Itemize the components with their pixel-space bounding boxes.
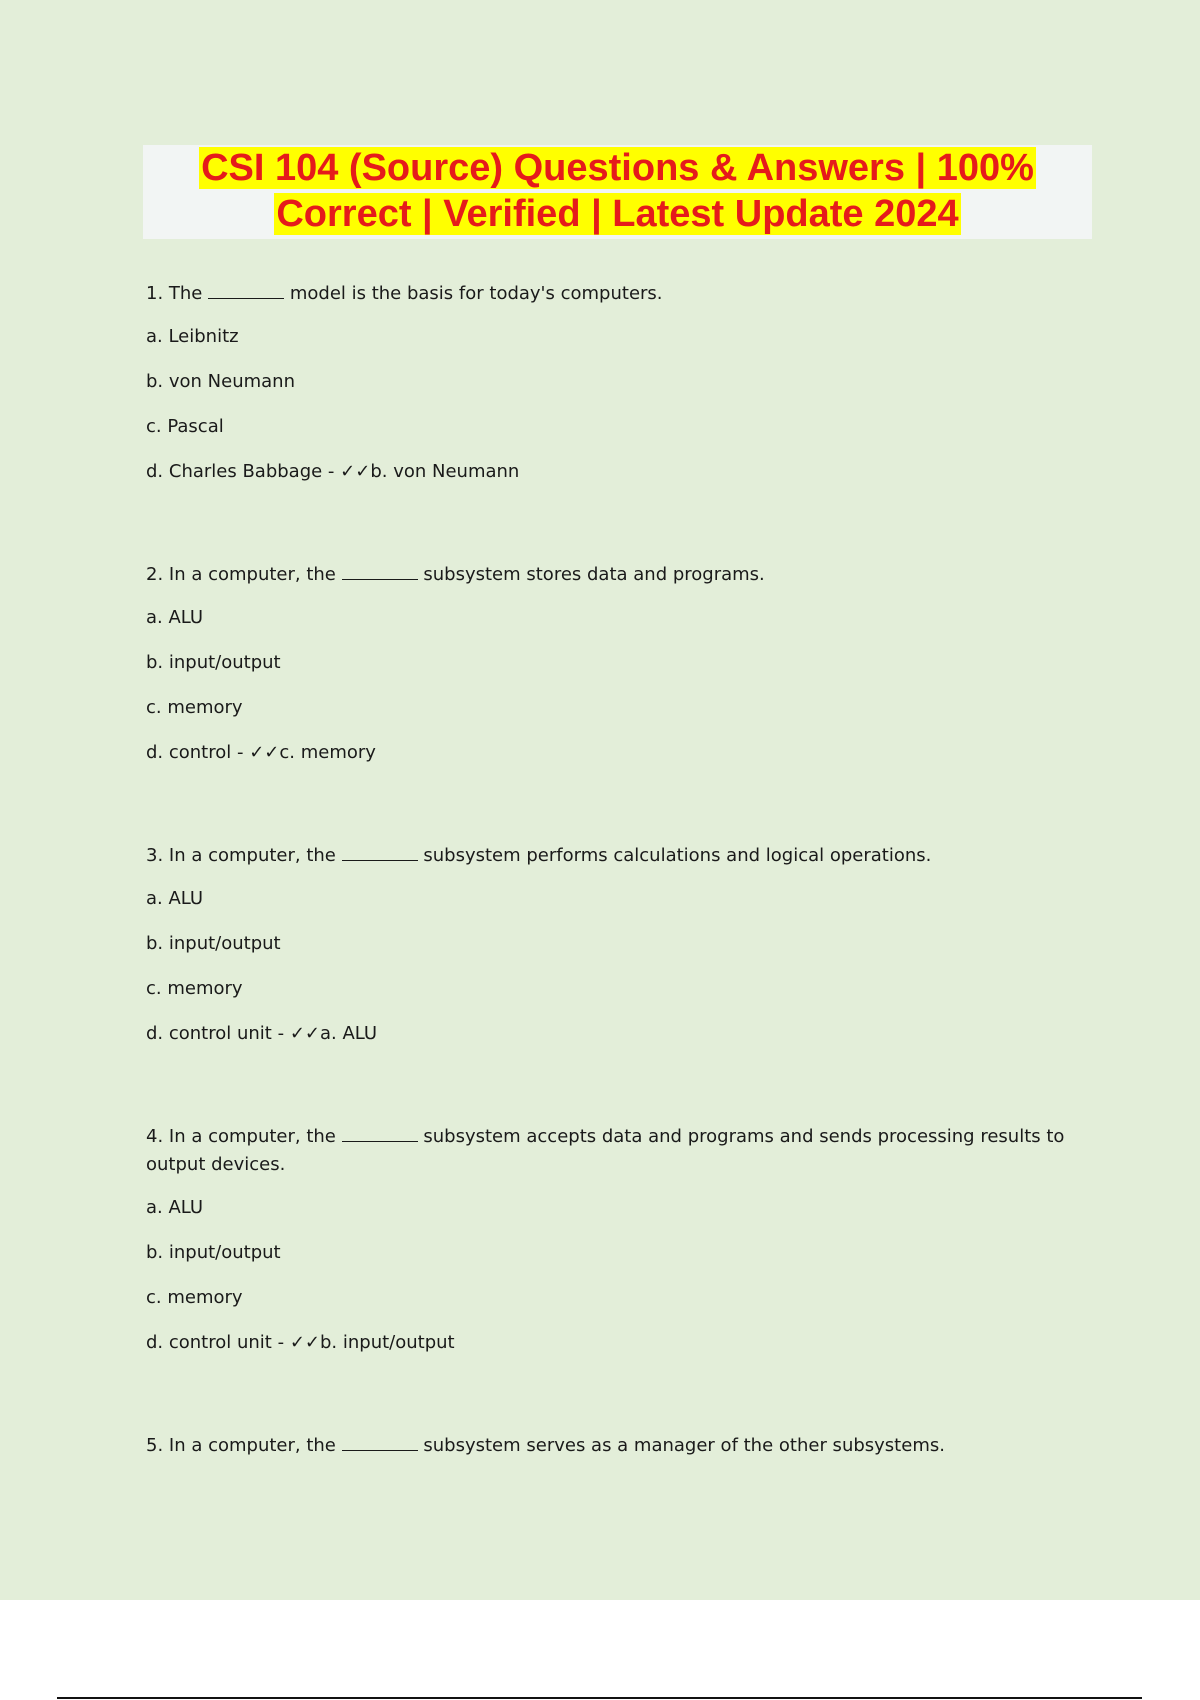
question-2 [146, 561, 1076, 766]
check-icon: ✓✓ [289, 1023, 320, 1044]
check-icon: ✓✓ [249, 742, 280, 763]
option-b: b. input/output [146, 652, 281, 673]
option-c: c. memory [146, 1287, 243, 1308]
answer-blank [208, 281, 284, 299]
question-text: 1. The model is the basis for today's computers. [146, 283, 663, 304]
correct-answer: b. input/output [319, 1332, 455, 1353]
question-1 [146, 280, 1076, 485]
correct-answer: a. ALU [319, 1023, 378, 1044]
option-c: c. Pascal [146, 416, 224, 437]
question-text: 4. In a computer, the subsystem accepts data and programs and sends processing results to output devices. [146, 1126, 1065, 1175]
check-icon: ✓✓ [289, 1332, 320, 1353]
question-text: 3. In a computer, the subsystem performs calculations and logical operations. [146, 845, 932, 866]
answer-blank [342, 1124, 418, 1142]
correct-answer: c. memory [279, 742, 376, 763]
answer-blank [342, 843, 418, 861]
option-d-with-answer: d. control unit - ✓✓a. ALU [146, 1023, 378, 1044]
option-a: a. ALU [146, 888, 204, 909]
option-b: b. input/output [146, 933, 281, 954]
option-a: a. ALU [146, 607, 204, 628]
answer-blank [342, 562, 418, 580]
option-d-with-answer: d. Charles Babbage - ✓✓b. von Neumann [146, 461, 520, 482]
page-divider [57, 1697, 1142, 1699]
check-icon: ✓✓ [340, 461, 371, 482]
option-d-with-answer: d. control unit - ✓✓b. input/output [146, 1332, 455, 1353]
question-list [146, 280, 1076, 1536]
option-b: b. von Neumann [146, 371, 295, 392]
option-c: c. memory [146, 978, 243, 999]
title-line: CSI 104 (Source) Questions & Answers | 100% [201, 147, 1034, 189]
option-a: a. Leibnitz [146, 326, 239, 347]
correct-answer: b. von Neumann [370, 461, 520, 482]
question-3 [146, 842, 1076, 1047]
question-4 [146, 1123, 1076, 1356]
question-text: 5. In a computer, the subsystem serves as a manager of the other subsystems. [146, 1435, 945, 1456]
document-title [143, 145, 1092, 239]
title-line: Correct | Verified | Latest Update 2024 [276, 193, 959, 235]
answer-blank [342, 1433, 418, 1451]
option-a: a. ALU [146, 1197, 204, 1218]
option-b: b. input/output [146, 1242, 281, 1263]
question-text: 2. In a computer, the subsystem stores data and programs. [146, 564, 765, 585]
option-c: c. memory [146, 697, 243, 718]
option-d-with-answer: d. control - ✓✓c. memory [146, 742, 376, 763]
question-5 [146, 1432, 1076, 1460]
